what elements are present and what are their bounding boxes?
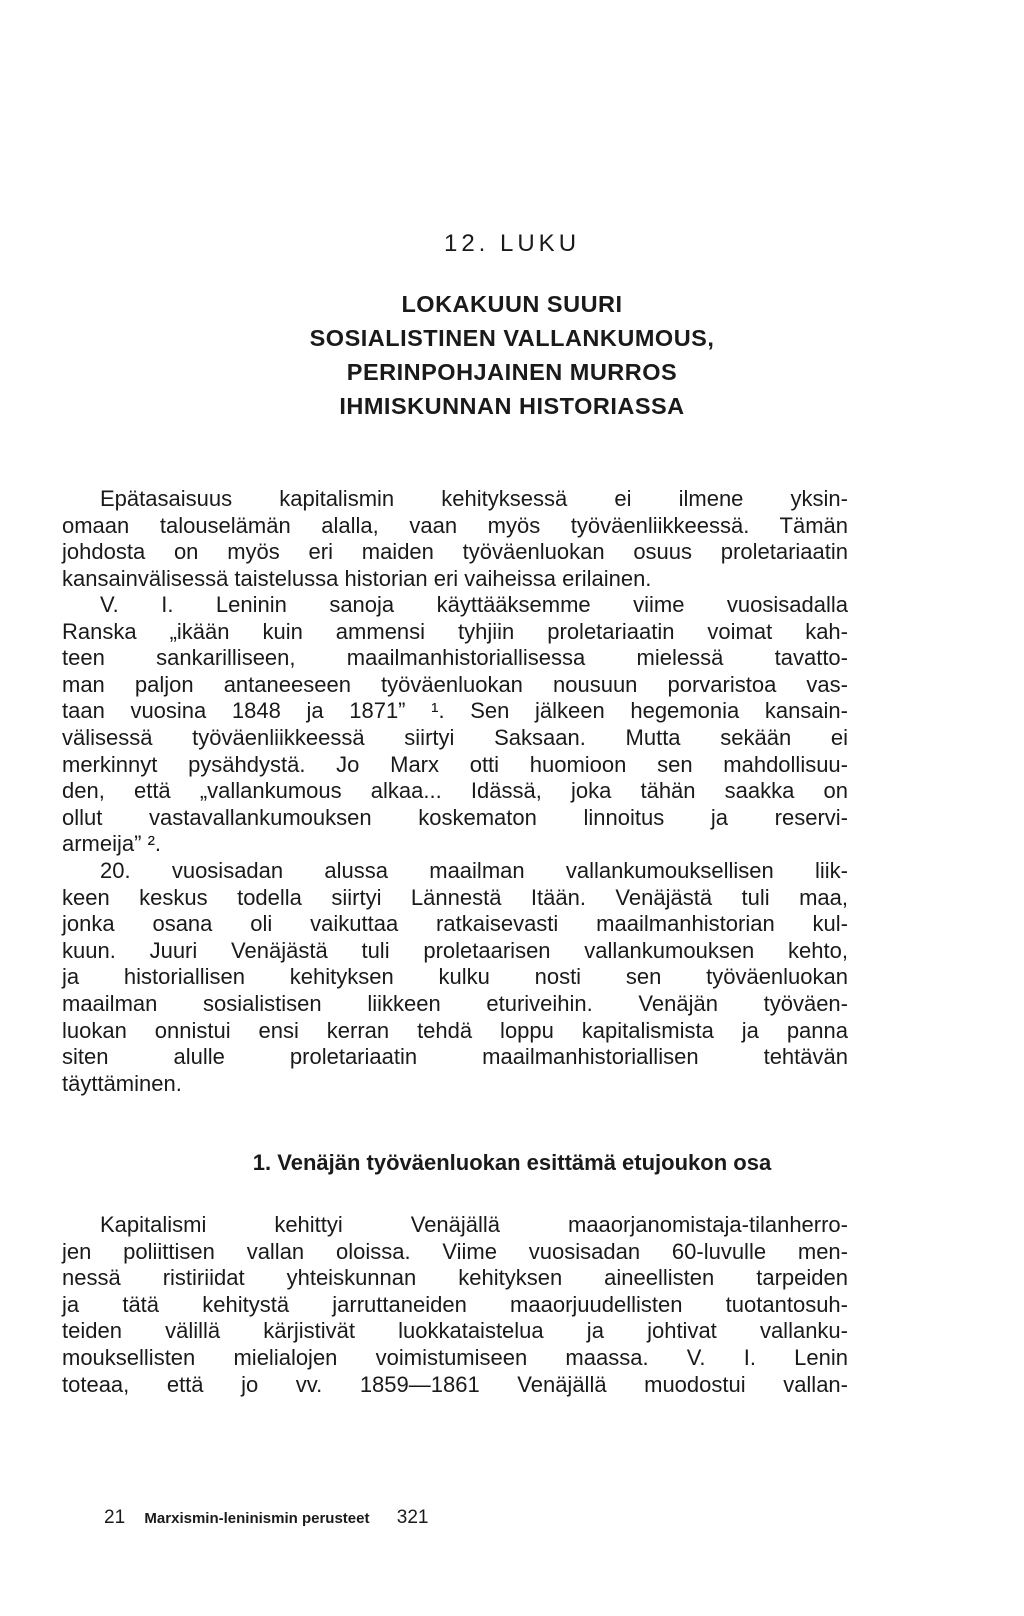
- text-line: ja tätä kehitystä jarruttaneiden maaorjuudellisten tuotantosuh-: [62, 1291, 848, 1317]
- text-line: armeija” ².: [62, 831, 162, 857]
- signature-mark: 21: [104, 1507, 126, 1528]
- paragraph-1: [62, 486, 848, 592]
- text-line: ja historiallisen kehityksen kulku nosti sen työväenluokan: [62, 964, 848, 990]
- section-heading: 1. Venäjän työväenluokan esittämä etujoukon osa: [252, 1150, 772, 1175]
- chapter-title: [0, 287, 1024, 423]
- title-line: LOKAKUUN SUURI: [401, 291, 623, 317]
- text-line: Ranska „ikään kuin ammensi tyhjiin proletariaatin voimat kah-: [62, 618, 848, 644]
- text-line: ollut vastavallankumouksen koskematon linnoitus ja reservi-: [62, 804, 848, 830]
- chapter-label: 12. LUKU: [443, 230, 581, 257]
- text-line: Epätasaisuus kapitalismin kehityksessä ei ilmene yksin-: [100, 486, 848, 511]
- title-line: SOSIALISTINEN VALLANKUMOUS,: [309, 325, 715, 351]
- text-line: mouksellisten mielialojen voimistumiseen maassa. V. I. Lenin: [62, 1344, 848, 1370]
- page-number: 321: [396, 1507, 429, 1528]
- text-line: maailman sosialistisen liikkeen eturiveihin. Venäjän työväen-: [62, 990, 848, 1016]
- text-line: kansainvälisessä taistelussa historian eri vaiheissa erilainen.: [62, 565, 652, 591]
- text-line: siten alulle proletariaatin maailmanhistoriallisen tehtävän: [62, 1044, 848, 1070]
- text-line: johdosta on myös eri maiden työväenluokan osuus proletariaatin: [62, 539, 848, 565]
- paragraph-4: [62, 1212, 848, 1398]
- text-line: V. I. Leninin sanoja käyttääksemme viime vuosisadalla: [100, 592, 848, 617]
- text-line: jonka osana oli vaikuttaa ratkaisevasti maailmanhistorian kul-: [62, 911, 848, 937]
- text-line: toteaa, että jo vv. 1859—1861 Venäjällä muodostui vallan-: [62, 1371, 848, 1397]
- text-line: man paljon antaneeseen työväenluokan nousuun porvaristoa vas-: [62, 671, 848, 697]
- text-line: den, että „vallankumous alkaa... Idässä, joka tähän saakka on: [62, 778, 848, 804]
- text-line: 20. vuosisadan alussa maailman vallankumouksellisen liik-: [100, 858, 848, 883]
- paragraph-2: [62, 592, 848, 858]
- text-line: teen sankarilliseen, maailmanhistoriallisessa mielessä tavatto-: [62, 645, 848, 671]
- text-line: teiden välillä kärjistivät luokkataistelua ja johtivat vallanku-: [62, 1318, 848, 1344]
- text-line: merkinnyt pysähdystä. Jo Marx otti huomioon sen mahdollisuu-: [62, 751, 848, 777]
- text-line: jen poliittisen vallan oloissa. Viime vuosisadan 60-luvulle men-: [62, 1238, 848, 1264]
- text-line: luokan onnistui ensi kerran tehdä loppu kapitalismista ja panna: [62, 1017, 848, 1043]
- title-line: IHMISKUNNAN HISTORIASSA: [339, 393, 685, 419]
- page-footer: [104, 1507, 504, 1529]
- text-line: välisessä työväenliikkeessä siirtyi Saksaan. Mutta sekään ei: [62, 724, 848, 750]
- text-line: nessä ristiriidat yhteiskunnan kehityksen aineellisten tarpeiden: [62, 1265, 848, 1291]
- text-line: kuun. Juuri Venäjästä tuli proletaarisen vallankumouksen kehto,: [62, 937, 848, 963]
- text-line: täyttäminen.: [62, 1070, 182, 1096]
- text-line: omaan talouselämän alalla, vaan myös työväenliikkeessä. Tämän: [62, 512, 848, 538]
- text-line: keen keskus todella siirtyi Lännestä Itään. Venäjästä tuli maa,: [62, 884, 848, 910]
- title-line: PERINPOHJAINEN MURROS: [346, 359, 678, 385]
- paragraph-3: [62, 858, 848, 1097]
- book-title: Marxismin-leninismin perusteet: [144, 1510, 370, 1527]
- text-line: taan vuosina 1848 ja 1871” ¹. Sen jälkeen hegemonia kansain-: [62, 698, 848, 724]
- text-line: Kapitalismi kehittyi Venäjällä maaorjanomistaja-tilanherro-: [100, 1212, 848, 1237]
